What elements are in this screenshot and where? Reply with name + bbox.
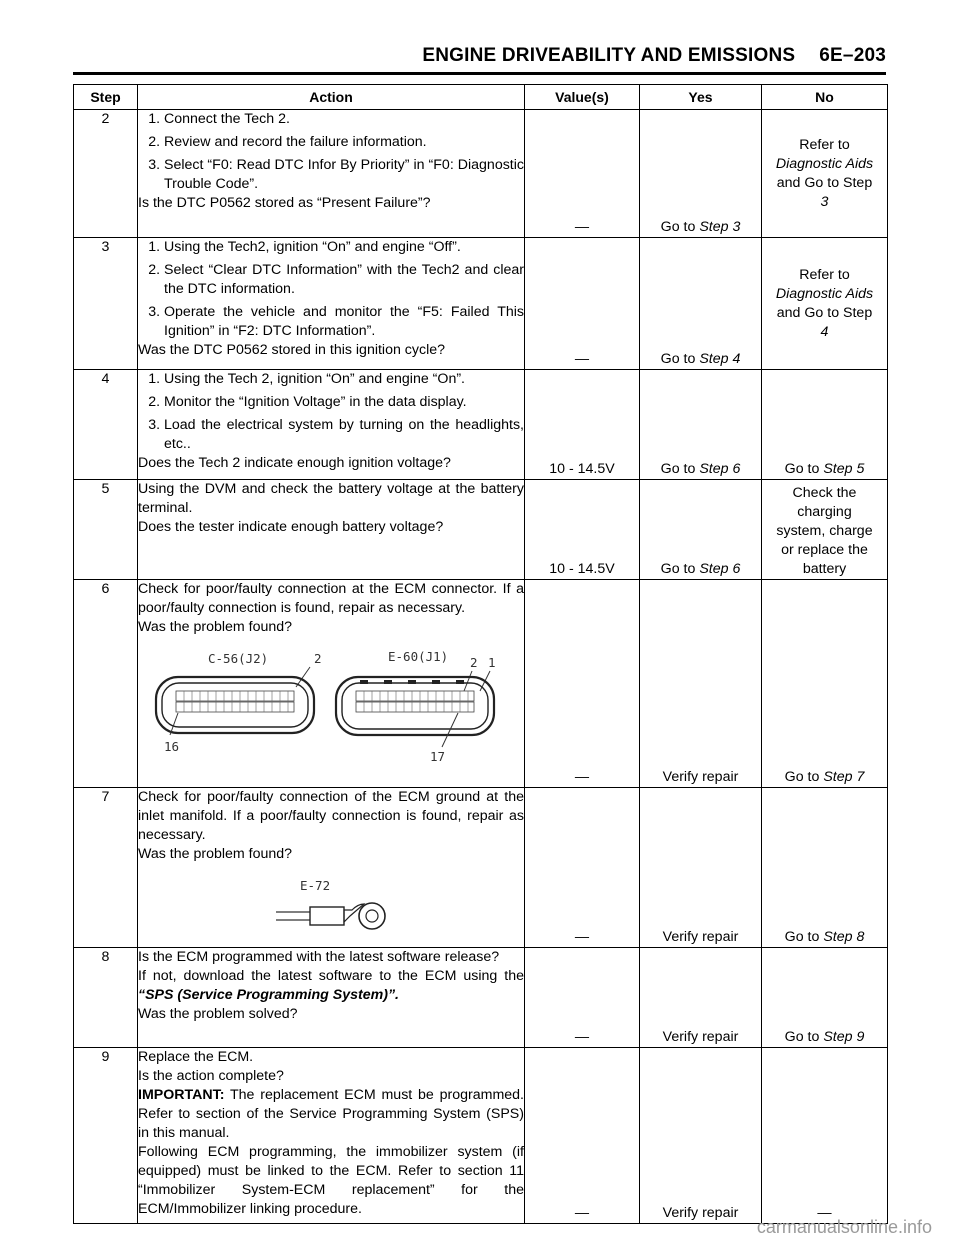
list-item: 2. Monitor the “Ignition Voltage” in the data display. [164, 393, 524, 412]
value-cell: — [525, 948, 640, 1048]
step-number: 7 [74, 788, 138, 948]
section-title: ENGINE DRIVEABILITY AND EMISSIONS [422, 45, 796, 66]
ground-terminal-diagram [138, 874, 508, 936]
step-link: Step 9 [823, 1029, 865, 1045]
ecm-connector-figure [138, 647, 524, 765]
action-cell [138, 370, 525, 480]
action-cell [138, 788, 525, 948]
no-cell: Refer to Diagnostic Aids and Go to Step 4 [762, 238, 888, 370]
ring-hole [366, 910, 378, 922]
question: Was the DTC P0562 stored in this ignition cycle? [138, 342, 446, 358]
no-cell: Go to Step 8 [762, 788, 888, 948]
left-connector-shell [156, 677, 314, 733]
diagnostic-table [73, 84, 888, 1224]
left-pin-row [176, 691, 294, 701]
question: Does the tester indicate enough battery voltage? [138, 519, 444, 535]
left-pin-row [176, 702, 294, 712]
right-pin-a: 2 [470, 655, 478, 670]
step-link: Step 6 [699, 561, 741, 577]
right-pin-row [356, 691, 474, 701]
action-list [138, 238, 524, 341]
list-item: 1. Connect the Tech 2. [164, 110, 524, 129]
no-cell: Refer to Diagnostic Aids and Go to Step 3 [762, 110, 888, 238]
action-cell [138, 238, 525, 370]
question: Was the problem found? [138, 846, 293, 862]
ring-terminal [359, 903, 385, 929]
sps-reference: “SPS (Service Programming System)”. [138, 987, 399, 1003]
action-cell [138, 580, 525, 788]
list-item: 2. Select “Clear DTC Information” with the Tech2 and clear the DTC information. [164, 261, 524, 299]
action-text: Check for poor/faulty connection of the ECM ground at the inlet manifold. If a poor/faulty connection is found, repair as necessary. [138, 789, 524, 843]
step-number: 9 [74, 1048, 138, 1224]
left-pin-bottom: 16 [164, 739, 180, 754]
col-step: Step [74, 85, 138, 110]
action-list [138, 370, 524, 454]
action-text: If not, download the latest software to the ECM using the “SPS (Service Programming System)”. [138, 968, 524, 1003]
left-pin-top: 2 [314, 651, 322, 666]
right-connector-shell [336, 677, 494, 735]
value-cell: — [525, 110, 640, 238]
ground-label: E-72 [300, 878, 331, 893]
action-text: Is the ECM programmed with the latest software release? [138, 949, 500, 965]
step-link: Step 8 [823, 929, 865, 945]
step-link: Step 3 [699, 219, 741, 235]
value-cell: — [525, 238, 640, 370]
yes-cell: Go to Step 3 [640, 110, 762, 238]
question: Does the Tech 2 indicate enough ignition voltage? [138, 455, 451, 471]
action-text: Check for poor/faulty connection at the ECM connector. If a poor/faulty connection is found, repair as necessary. [138, 581, 524, 616]
watermark: carmanualsonline.info [756, 1217, 932, 1237]
value-cell: — [525, 1048, 640, 1224]
action-text: Replace the ECM. [138, 1049, 254, 1065]
question: Was the problem found? [138, 619, 293, 635]
step-number: 8 [74, 948, 138, 1048]
right-pin-bottom: 17 [430, 749, 446, 764]
table-row [74, 238, 888, 370]
no-cell: — [762, 1048, 888, 1224]
list-item: 3. Select “F0: Read DTC Infor By Priority” in “F0: Diagnostic Trouble Code”. [164, 156, 524, 194]
value-cell: — [525, 788, 640, 948]
question: Is the action complete? [138, 1068, 284, 1084]
list-item: 3. Load the electrical system by turning on the headlights, etc.. [164, 416, 524, 454]
page-header [73, 40, 886, 75]
col-values: Value(s) [525, 85, 640, 110]
connector-diagram [138, 647, 508, 765]
no-cell: Go to Step 7 [762, 580, 888, 788]
table-row [74, 948, 888, 1048]
step-number: 2 [74, 110, 138, 238]
step-number: 6 [74, 580, 138, 788]
col-yes: Yes [640, 85, 762, 110]
yes-cell: Verify repair [640, 948, 762, 1048]
col-action: Action [138, 85, 525, 110]
yes-cell: Verify repair [640, 1048, 762, 1224]
step-number: 4 [74, 370, 138, 480]
table-row [74, 480, 888, 580]
value-cell: — [525, 580, 640, 788]
step-number: 3 [74, 238, 138, 370]
no-cell: Go to Step 5 [762, 370, 888, 480]
action-list [138, 110, 524, 194]
list-item: 1. Using the Tech2, ignition “On” and engine “Off”. [164, 238, 524, 257]
leader-line [464, 671, 472, 691]
question: Was the problem solved? [138, 1006, 298, 1022]
crimp-sleeve [310, 907, 344, 925]
no-cell: Go to Step 9 [762, 948, 888, 1048]
important-label: IMPORTANT: [138, 1087, 225, 1103]
terminal-neck [344, 904, 364, 922]
yes-cell: Verify repair [640, 788, 762, 948]
action-text: Using the DVM and check the battery voltage at the battery terminal. [138, 481, 524, 516]
value-cell: 10 - 14.5V [525, 480, 640, 580]
action-text: Following ECM programming, the immobilizer system (if equipped) must be linked to the ECM. Refer to section 11 “Immobilizer System-ECM replacement” for the ECM/Immobilizer linking procedure. [138, 1144, 524, 1217]
leader-line [442, 713, 458, 747]
right-connector-label: E-60(J1) [388, 649, 449, 664]
action-cell [138, 948, 525, 1048]
important-note: IMPORTANT: The replacement ECM must be programmed. Refer to section of the Service Programming System (SPS) in this manual. [138, 1087, 524, 1141]
right-pin-grid [364, 691, 468, 712]
yes-cell: Verify repair [640, 580, 762, 788]
list-item: 3. Operate the vehicle and monitor the “F5: Failed This Ignition” in “F2: DTC Information”. [164, 303, 524, 341]
right-pin-row [356, 702, 474, 712]
action-cell [138, 480, 525, 580]
yes-cell: Go to Step 6 [640, 370, 762, 480]
step-link: Step 5 [823, 461, 865, 477]
left-connector-label: C-56(J2) [208, 651, 269, 666]
ground-terminal-figure [138, 874, 524, 936]
table-row [74, 788, 888, 948]
list-item: 1. Using the Tech 2, ignition “On” and engine “On”. [164, 370, 524, 389]
table-row [74, 580, 888, 788]
page-number: 6E–203 [819, 45, 886, 66]
col-no: No [762, 85, 888, 110]
table-row [74, 110, 888, 238]
step-link: Step 7 [823, 769, 865, 785]
question: Is the DTC P0562 stored as “Present Failure”? [138, 195, 431, 211]
action-cell [138, 110, 525, 238]
action-cell [138, 1048, 525, 1224]
right-pin-b: 1 [488, 655, 496, 670]
list-item: 2. Review and record the failure information. [164, 133, 524, 152]
table-row [74, 1048, 888, 1224]
no-cell: Check the charging system, charge or replace the battery [762, 480, 888, 580]
value-cell: 10 - 14.5V [525, 370, 640, 480]
step-number: 5 [74, 480, 138, 580]
step-link: Step 4 [699, 351, 741, 367]
table-row [74, 370, 888, 480]
table-header-row [74, 85, 888, 110]
yes-cell: Go to Step 6 [640, 480, 762, 580]
left-pin-grid [184, 691, 288, 712]
yes-cell: Go to Step 4 [640, 238, 762, 370]
step-link: Step 6 [699, 461, 741, 477]
